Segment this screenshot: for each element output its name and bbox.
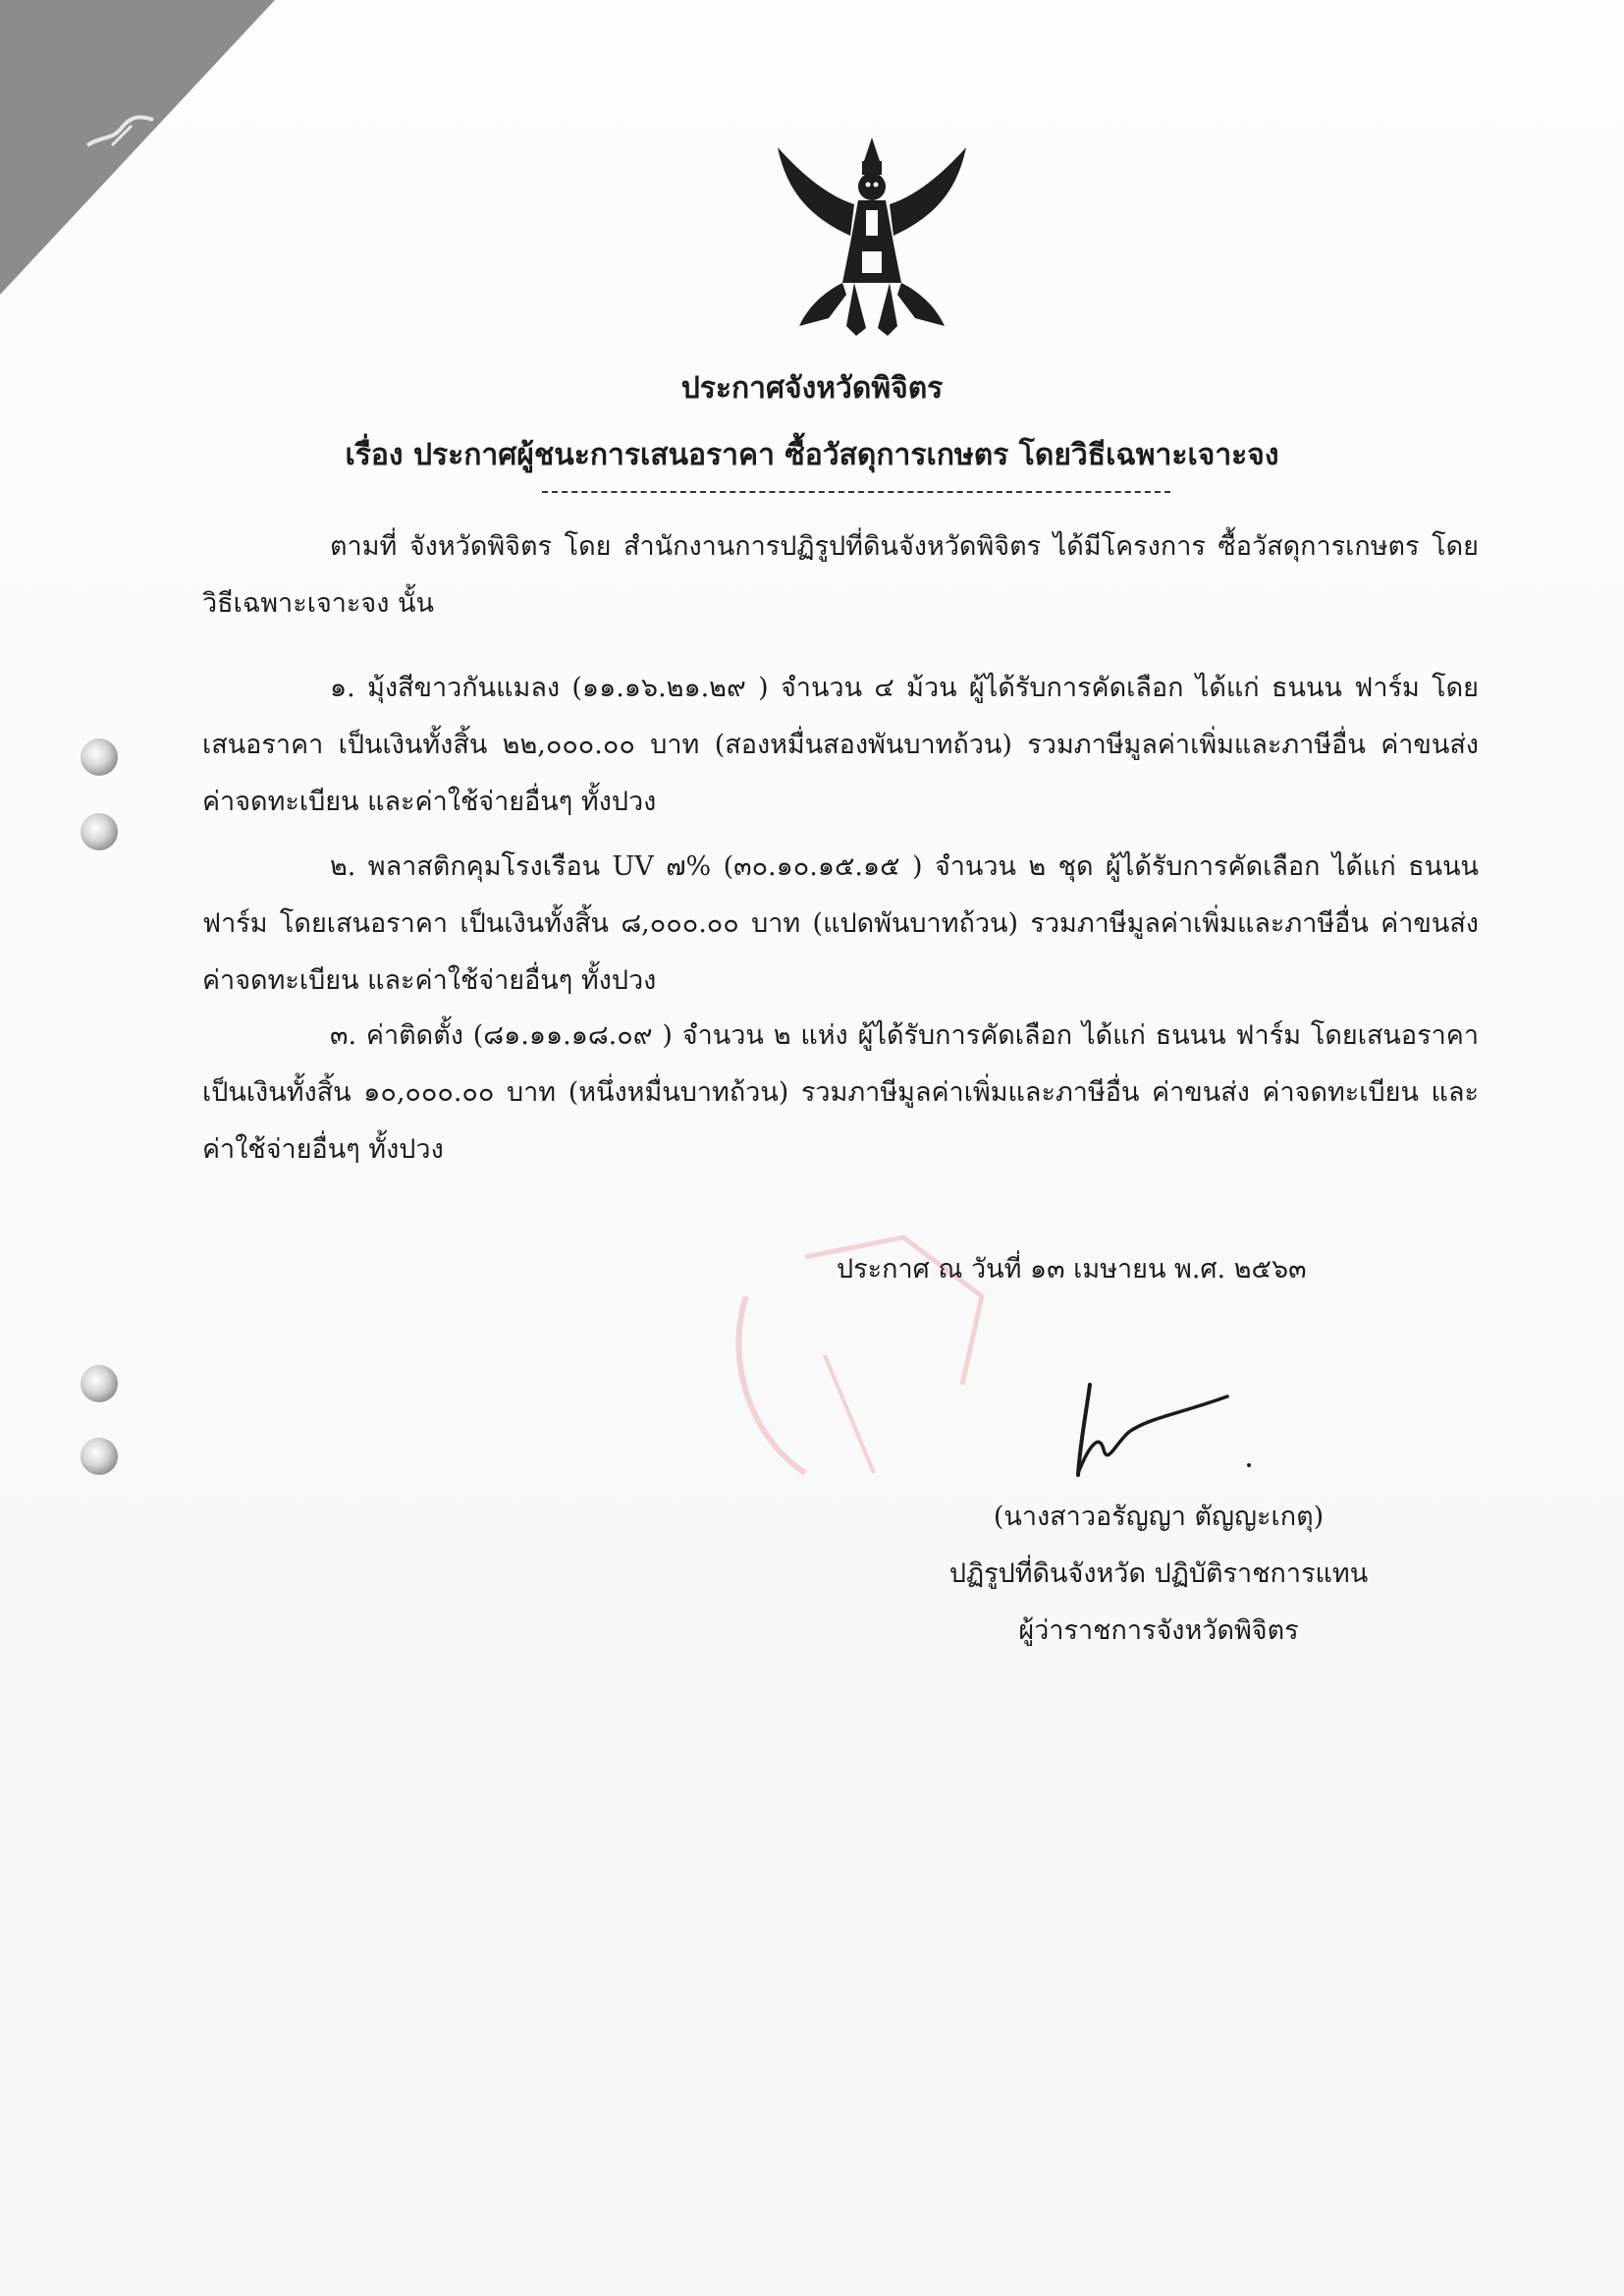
item-paragraph-3: ๓. ค่าติดตั้ง (๘๑.๑๑.๑๘.๐๙ ) จำนวน ๒ แห่ง ผู้ได้รับการคัดเลือก ได้แก่ ธนนน ฟาร์ม โดยเสนอราคาเป็นเงินทั้งสิ้น ๑๐,๐๐๐.๐๐ บาท (หนึ่งหมื่นบาทถ้วน) รวมภาษีมูลค่าเพิ่มและภาษีอื่น ค่าขนส่ง ค่าจดทะเบียน และค่าใช้จ่ายอื่นๆ ทั้งปวง: [202, 1020, 1479, 1165]
corner-scribble-icon: [82, 106, 161, 155]
punch-hole-2: [81, 813, 118, 850]
punch-hole-3: [81, 1365, 118, 1402]
signatory-name: (นางสาวอรัญญา ตัญญะเกตุ): [993, 1502, 1325, 1532]
divider: [542, 491, 1170, 493]
punch-hole-1: [81, 738, 118, 776]
item-paragraph-2: ๒. พลาสติกคุมโรงเรือน UV ๗% (๓๐.๑๐.๑๕.๑๕ ) จำนวน ๒ ชุด ผู้ได้รับการคัดเลือก ได้แก่ ธนนน ฟาร์ม โดยเสนอราคา เป็นเงินทั้งสิ้น ๘,๐๐๐.๐๐ บาท (แปดพันบาทถ้วน) รวมภาษีมูลค่าเพิ่มและภาษีอื่น ค่าขนส่ง ค่าจดทะเบียน และค่าใช้จ่ายอื่นๆ ทั้งปวง: [202, 851, 1479, 996]
punch-hole-4: [81, 1438, 118, 1475]
handwritten-signature: [1060, 1375, 1257, 1483]
page-title: ประกาศจังหวัดพิจิตร: [680, 371, 944, 406]
garuda-emblem-icon: [764, 126, 980, 342]
item-paragraph-1: ๑. มุ้งสีขาวกันแมลง (๑๑.๑๖.๒๑.๒๙ ) จำนวน ๔ ม้วน ผู้ได้รับการคัดเลือก ได้แก่ ธนนน ฟาร์ม โดยเสนอราคา เป็นเงินทั้งสิ้น ๒๒,๐๐๐.๐๐ บาท (สองหมื่นสองพันบาทถ้วน) รวมภาษีมูลค่าเพิ่มและภาษีอื่น ค่าขนส่ง ค่าจดทะเบียน และค่าใช้จ่ายอื่นๆ ทั้งปวง: [202, 673, 1479, 817]
document-subject: เรื่อง ประกาศผู้ชนะการเสนอราคา ซื้อวัสดุการเกษตร โดยวิธีเฉพาะเจาะจง: [345, 438, 1279, 472]
signatory-position: ปฏิรูปที่ดินจังหวัด ปฏิบัติราชการแทน: [948, 1558, 1369, 1589]
intro-paragraph: ตามที่ จังหวัดพิจิตร โดย สำนักงานการปฏิรูปที่ดินจังหวัดพิจิตร ได้มีโครงการ ซื้อวัสดุการเกษตร โดยวิธีเฉพาะเจาะจง นั้น: [202, 531, 1479, 619]
signature-block: [884, 1489, 1434, 1660]
announcement-date: ประกาศ ณ วันที่ ๑๓ เมษายน พ.ศ. ๒๕๖๓: [837, 1254, 1307, 1285]
signatory-position-2: ผู้ว่าราชการจังหวัดพิจิตร: [1018, 1615, 1299, 1646]
